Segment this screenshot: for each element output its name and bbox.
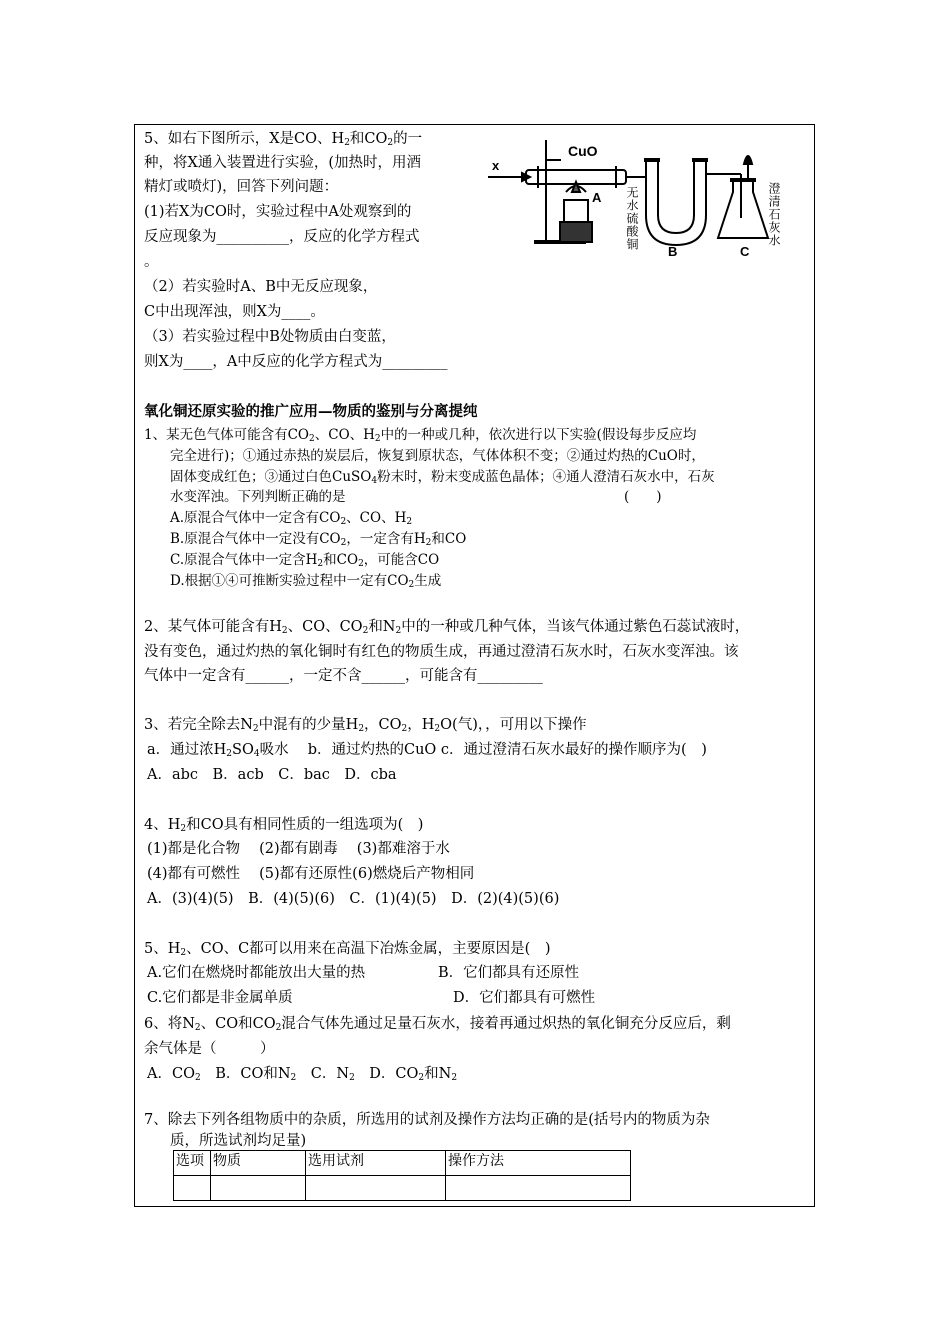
q5-line: (1)若X为CO时，实验过程中A处观察到的 [144, 204, 412, 220]
cuo-label: CuO [568, 143, 598, 159]
table-cell [306, 1176, 446, 1201]
q5-line: （2）若实验时A、B中无反应现象， [144, 279, 378, 295]
q4-line: 4、$H_2$和CO具有相同性质的一组选项为( ) [144, 817, 424, 834]
table-cell [211, 1176, 306, 1201]
section-title: 氧化铜还原实验的推广应用—物质的鉴别与分离提纯 [144, 403, 478, 420]
apparatus-diagram [486, 130, 786, 258]
q1-option-b: B.原混合气体中一定没有$CO_2$，一定含有$H_2$和CO [170, 531, 467, 548]
q7-line: 质，所选试剂均足量) [170, 1133, 307, 1149]
q1-line: 固体变成红色；③通过白色CuSO$_4$粉末时，粉末变成蓝色晶体；④通人澄清石灰水中，石灰 [170, 469, 715, 486]
q5-line: C中出现浑浊，则X为____。 [144, 304, 325, 320]
table-header-row [174, 1151, 631, 1176]
q6-options: A．$CO_2$ B．CO和$N_2$ C．$N_2$ D．$CO_2$和$N_2$ [147, 1066, 458, 1083]
c-reagent-label: 澄清石灰水 [767, 182, 781, 247]
q5b-line: 5、$H_2$、CO、C都可以用来在高温下冶炼金属，主要原因是( ) [144, 941, 551, 958]
q7-line: 7、除去下列各组物质中的杂质，所选用的试剂及操作方法均正确的是(括号内的物质为杂 [144, 1112, 710, 1128]
table-header-cell: 物质 [211, 1151, 306, 1176]
q5-line: 反应现象为__________，反应的化学方程式 [144, 229, 420, 245]
table-cell [446, 1176, 631, 1201]
q4-options: A．(3)(4)(5) B．(4)(5)(6) C．(1)(4)(5) D．(2)(4)(5)(6) [147, 891, 560, 907]
q1-line: 水变浑浊。下列判断正确的是 [170, 489, 346, 505]
q2-line: 没有变色，通过灼热的氧化铜时有红色的物质生成，再通过澄清石灰水时，石灰水变浑浊。该 [144, 644, 739, 660]
q6-line: 余气体是（ ） [144, 1041, 275, 1057]
q5b-option-c: C.它们都是非金属单质 [147, 990, 293, 1006]
table-cell [174, 1176, 211, 1201]
q5-line: 则X为____，A中反应的化学方程式为_________ [144, 354, 448, 370]
table-header-cell: 选用试剂 [306, 1151, 446, 1176]
q3-options: A．abc B．acb C．bac D．cba [147, 767, 397, 783]
q2-line: 气体中一定含有______，一定不含______，可能含有_________ [144, 668, 543, 684]
q3-line: a．通过浓$H_2SO_4$吸水 b．通过灼热的CuO c．通过澄清石灰水最好的操作顺序为( ) [147, 742, 707, 759]
table-header-cell: 选项 [174, 1151, 211, 1176]
q1-line: 1、某无色气体可能含有$CO_2$、CO、$H_2$中的一种或几种，依次进行以下实验(假设每步反应均 [144, 427, 697, 444]
q1-line: 完全进行)；①通过赤热的炭层后，恢复到原状态，气体体积不变；②通过灼热的CuO时， [170, 448, 705, 464]
q3-line: 3、若完全除去$N_2$中混有的少量$H_2$，$CO_2$，$H_2O$(气)，，可用以下操作 [144, 717, 587, 734]
b-label: B [668, 244, 678, 258]
q4-line: (4)都有可燃性 (5)都有还原性(6)燃烧后产物相同 [147, 866, 475, 882]
a-label: A [592, 190, 602, 205]
q5b-option-d: D．它们都具有可燃性 [453, 990, 596, 1006]
q5-line: 精灯或喷灯)，回答下列问题： [144, 179, 339, 195]
q4-line: (1)都是化合物 (2)都有剧毒 (3)都难溶于水 [147, 841, 450, 857]
table-row [174, 1176, 631, 1201]
q5-line: 种，将X通入装置进行实验，(加热时，用酒 [144, 155, 421, 171]
q1-option-c: C.原混合气体中一定含$H_2$和$CO_2$，可能含CO [170, 552, 440, 569]
q2-line: 2、某气体可能含有$H_2$、CO、$CO_2$和$N_2$中的一种或几种气体，当该气体通过紫色石蕊试液时， [144, 619, 750, 636]
table-header-cell: 操作方法 [446, 1151, 631, 1176]
q5b-option-b: B．它们都具有还原性 [438, 965, 580, 981]
b-reagent-label: 无水硫酸铜 [625, 186, 639, 251]
answer-table [173, 1150, 631, 1201]
q6-line: 6、将$N_2$、CO和$CO_2$混合气体先通过足量石灰水，接着再通过炽热的氧化铜充分反应后，剩 [144, 1016, 731, 1033]
q1-option-a: A.原混合气体中一定含有$CO_2$、CO、$H_2$ [170, 510, 413, 527]
q5b-option-a: A.它们在燃烧时都能放出大量的热 [147, 965, 366, 981]
x-label: x [492, 158, 500, 173]
q5-line: 。 [144, 254, 159, 270]
q5-line: （3）若实验过程中B处物质由白变蓝， [144, 329, 396, 345]
q1-option-d: D.根据①④可推断实验过程中一定有$CO_2$生成 [170, 573, 442, 590]
q1-answer-paren: ( ) [624, 489, 662, 505]
c-label: C [740, 244, 750, 258]
q5-line: 5、如右下图所示，X是CO、$H_2$和$CO_2$的一 [144, 131, 423, 148]
